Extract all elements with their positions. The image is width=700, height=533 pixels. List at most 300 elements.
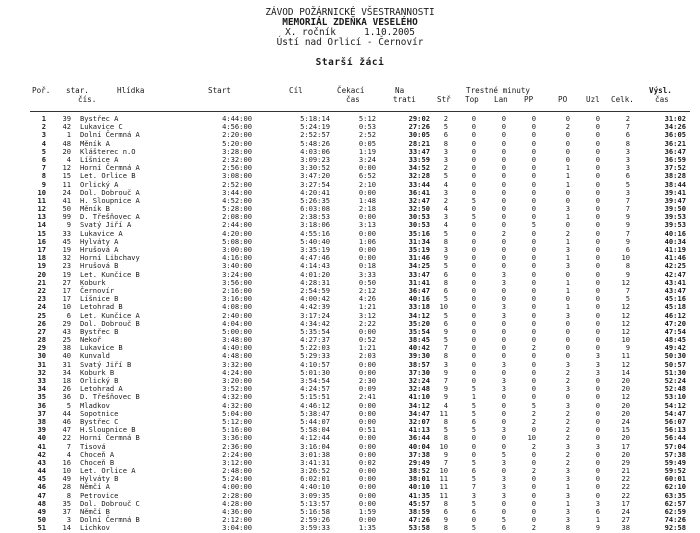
cell-team: Bystřec A — [80, 114, 119, 123]
cell-uzl: 9 — [595, 523, 600, 533]
cell-uzl: 0 — [595, 490, 600, 500]
cell-track: 31:41 — [408, 277, 430, 287]
cell-result: 43:47 — [664, 285, 686, 295]
cell-rank: 41 — [37, 441, 46, 451]
cell-wait: 0:00 — [358, 367, 376, 377]
cell-team: Koburk — [80, 277, 106, 287]
cell-track: 37:30 — [408, 367, 430, 377]
cell-team: Bystřec B — [80, 326, 119, 336]
cell-result: 56:44 — [664, 433, 686, 443]
cell-uzl: 0 — [595, 138, 600, 148]
cell-finish: 3:47:20 — [300, 171, 330, 181]
cell-wait: 2:52 — [358, 130, 376, 140]
edition-date: X. ročník 1.10.2005 — [285, 27, 415, 38]
cell-pp: 10 — [527, 433, 536, 443]
cell-wait: 0:00 — [358, 163, 376, 173]
cell-start: 2:12:00 — [222, 515, 252, 525]
cell-rank: 26 — [37, 318, 46, 328]
cell-stf: 10 — [439, 302, 448, 312]
cell-wait: 2:30 — [358, 376, 376, 385]
cell-top: 0 — [471, 359, 476, 369]
cell-start: 5:08:00 — [222, 236, 252, 246]
cell-finish: 3:54:54 — [300, 376, 330, 385]
col-header-cil: Cíl — [289, 86, 303, 95]
cell-po: 0 — [565, 130, 570, 140]
cell-start-no: 24 — [62, 187, 71, 197]
cell-start: 2:24:00 — [222, 449, 252, 459]
cell-total: 29 — [621, 457, 630, 467]
cell-uzl: 0 — [595, 400, 600, 410]
cell-uzl: 0 — [595, 261, 600, 271]
cell-top: 0 — [471, 245, 476, 254]
cell-total: 20 — [621, 376, 630, 385]
cell-rank: 7 — [41, 163, 46, 173]
cell-lan: 0 — [501, 195, 506, 205]
cell-top: 5 — [471, 474, 476, 484]
cell-finish: 3:41:31 — [300, 457, 330, 467]
cell-po: 1 — [565, 163, 570, 173]
cell-result: 40:34 — [664, 236, 686, 246]
cell-pp: 0 — [531, 384, 536, 394]
cell-lan: 2 — [501, 228, 506, 238]
cell-result: 41:46 — [664, 253, 686, 263]
cell-po: 1 — [565, 179, 570, 189]
cell-start: 5:24:00 — [222, 474, 252, 484]
cell-rank: 2 — [41, 122, 46, 132]
cell-track: 35:16 — [408, 228, 430, 238]
cell-total: 22 — [621, 474, 630, 484]
cell-start: 3:52:00 — [222, 384, 252, 394]
col-header-cekaci: Čekací — [337, 86, 365, 95]
cell-top: 0 — [471, 318, 476, 328]
cell-top: 3 — [471, 490, 476, 500]
col-header-po: PO — [558, 95, 568, 104]
cell-rank: 43 — [37, 457, 46, 467]
cell-po: 0 — [565, 392, 570, 402]
cell-total: 7 — [625, 285, 630, 295]
cell-start: 5:04:00 — [222, 408, 252, 418]
cell-top: 5 — [471, 457, 476, 467]
cell-stf: 8 — [443, 236, 448, 246]
cell-uzl: 0 — [595, 228, 600, 238]
cell-result: 48:45 — [664, 335, 686, 345]
cell-pp: 0 — [531, 326, 536, 336]
cell-finish: 4:14:43 — [300, 261, 330, 271]
cell-rank: 36 — [37, 400, 46, 410]
cell-lan: 3 — [501, 457, 506, 467]
cell-total: 7 — [625, 122, 630, 132]
cell-result: 62:10 — [664, 482, 686, 492]
cell-po: 1 — [565, 285, 570, 295]
cell-rank: 44 — [37, 466, 46, 476]
cell-total: 20 — [621, 433, 630, 443]
cell-top: 0 — [471, 138, 476, 148]
cell-track: 31:34 — [408, 236, 430, 246]
cell-start-no: 99 — [62, 212, 71, 222]
cell-stf: 2 — [443, 114, 448, 123]
cell-team: Klášterec n.O — [80, 146, 136, 156]
cell-po: 0 — [565, 195, 570, 205]
cell-wait: 4:26 — [358, 294, 376, 304]
cell-pp: 2 — [531, 343, 536, 353]
cell-result: 37:52 — [664, 163, 686, 173]
cell-team: Dolní Čermná B — [80, 515, 140, 525]
cell-pp: 0 — [531, 212, 536, 222]
cell-result: 62:59 — [664, 507, 686, 516]
cell-rank: 49 — [37, 507, 46, 516]
cell-pp: 0 — [531, 179, 536, 189]
cell-start-no: 28 — [62, 482, 71, 492]
cell-result: 39:47 — [664, 195, 686, 205]
cell-stf: 9 — [443, 326, 448, 336]
cell-top: 5 — [471, 400, 476, 410]
cell-uzl: 3 — [595, 351, 600, 361]
cell-rank: 5 — [41, 146, 46, 156]
cell-stf: 5 — [443, 310, 448, 320]
cell-team: H.Sloupnice B — [80, 425, 136, 435]
cell-top: 0 — [471, 310, 476, 320]
cell-track: 36:44 — [408, 433, 430, 443]
cell-pp: 0 — [531, 269, 536, 279]
cell-stf: 11 — [439, 490, 448, 500]
cell-finish: 4:34:42 — [300, 318, 330, 328]
results-table — [0, 115, 700, 533]
cell-track: 33:47 — [408, 146, 430, 156]
cell-finish: 4:42:39 — [300, 302, 330, 312]
cell-rank: 50 — [37, 515, 46, 525]
cell-top: 5 — [471, 498, 476, 508]
cell-team: Letohrad A — [80, 384, 123, 394]
cell-stf: 4 — [443, 400, 448, 410]
cell-lan: 0 — [501, 318, 506, 328]
cell-result: 74:26 — [664, 515, 686, 525]
cell-result: 36:47 — [664, 146, 686, 156]
cell-team: Dol. Dobrouč B — [80, 318, 140, 328]
cell-wait: 0:00 — [358, 326, 376, 336]
cell-uzl: 0 — [595, 343, 600, 353]
cell-stf: 10 — [439, 466, 448, 476]
cell-start: 3:16:00 — [222, 294, 252, 304]
cell-rank: 33 — [37, 376, 46, 385]
cell-pp: 5 — [531, 400, 536, 410]
cell-finish: 5:35:54 — [300, 326, 330, 336]
cell-wait: 0:18 — [358, 261, 376, 271]
cell-pp: 2 — [531, 523, 536, 533]
cell-result: 59:52 — [664, 466, 686, 476]
cell-lan: 0 — [501, 212, 506, 222]
cell-team: Mladkov — [80, 400, 110, 410]
cell-start: 3:24:00 — [222, 269, 252, 279]
cell-rank: 37 — [37, 408, 46, 418]
cell-start: 4:20:00 — [222, 228, 252, 238]
cell-track: 35:54 — [408, 326, 430, 336]
cell-team: Němčí A — [80, 482, 110, 492]
cell-track: 47:26 — [408, 515, 430, 525]
cell-start-no: 22 — [62, 433, 71, 443]
col-header-cekaci-cas: čas — [346, 95, 360, 104]
cell-start: 2:32:00 — [222, 154, 252, 164]
cell-wait: 2:41 — [358, 392, 376, 402]
cell-uzl: 3 — [595, 498, 600, 508]
cell-po: 1 — [565, 171, 570, 181]
cell-start-no: 48 — [62, 138, 71, 148]
cell-rank: 24 — [37, 302, 46, 312]
cell-total: 9 — [625, 212, 630, 222]
cell-top: 0 — [471, 228, 476, 238]
cell-wait: 1:19 — [358, 146, 376, 156]
cell-start: 2:28:00 — [222, 490, 252, 500]
cell-lan: 0 — [501, 130, 506, 140]
cell-result: 92:58 — [664, 523, 686, 533]
col-header-na: Na — [395, 86, 405, 95]
cell-result: 43:41 — [664, 277, 686, 287]
cell-finish: 6:03:08 — [300, 204, 330, 214]
cell-lan: 0 — [501, 326, 506, 336]
cell-start: 4:16:00 — [222, 253, 252, 263]
cell-start-no: 27 — [62, 277, 71, 287]
cell-wait: 0:00 — [358, 416, 376, 426]
cell-lan: 0 — [501, 441, 506, 451]
cell-start-no: 38 — [62, 343, 71, 353]
cell-wait: 1:21 — [358, 302, 376, 312]
cell-track: 27:26 — [408, 122, 430, 132]
cell-uzl: 0 — [595, 236, 600, 246]
cell-lan: 3 — [501, 474, 506, 484]
cell-total: 3 — [625, 163, 630, 173]
cell-total: 5 — [625, 294, 630, 304]
cell-track: 29:02 — [408, 114, 430, 123]
cell-start-no: 32 — [62, 253, 71, 263]
cell-lan: 3 — [501, 482, 506, 492]
cell-total: 21 — [621, 466, 630, 476]
cell-pp: 2 — [531, 466, 536, 476]
cell-top: 0 — [471, 220, 476, 230]
cell-finish: 3:27:54 — [300, 179, 330, 189]
cell-result: 47:54 — [664, 326, 686, 336]
cell-pp: 0 — [531, 507, 536, 516]
cell-track: 40:16 — [408, 294, 430, 304]
cell-team: Líšnice A — [80, 154, 119, 164]
cell-po: 2 — [565, 408, 570, 418]
cell-uzl: 0 — [595, 195, 600, 205]
cell-top: 0 — [471, 179, 476, 189]
cell-top: 0 — [471, 163, 476, 173]
cell-team: Kunvald — [80, 351, 110, 361]
cell-stf: 8 — [443, 277, 448, 287]
cell-finish: 4:00:42 — [300, 294, 330, 304]
cell-track: 32:50 — [408, 204, 430, 214]
cell-uzl: 0 — [595, 245, 600, 254]
cell-po: 3 — [565, 400, 570, 410]
cell-top: 0 — [471, 187, 476, 197]
event-location: Ústí nad Orlicí - Černovír — [276, 37, 424, 48]
cell-uzl: 0 — [595, 384, 600, 394]
cell-pp: 0 — [531, 294, 536, 304]
cell-result: 52:48 — [664, 384, 686, 394]
cell-start-no: 31 — [62, 359, 71, 369]
cell-start: 2:56:00 — [222, 163, 252, 173]
cell-rank: 13 — [37, 212, 46, 222]
cell-result: 56:13 — [664, 425, 686, 435]
cell-top: 0 — [471, 441, 476, 451]
cell-result: 57:04 — [664, 441, 686, 451]
cell-top: 0 — [471, 326, 476, 336]
cell-stf: 8 — [443, 138, 448, 148]
cell-total: 17 — [621, 498, 630, 508]
cell-finish: 5:18:14 — [300, 114, 330, 123]
cell-wait: 1:35 — [358, 523, 376, 533]
cell-pp: 0 — [531, 457, 536, 467]
cell-stf: 6 — [443, 318, 448, 328]
cell-track: 34:25 — [408, 261, 430, 271]
cell-top: 6 — [471, 416, 476, 426]
cell-start: 4:52:00 — [222, 195, 252, 205]
cell-rank: 21 — [37, 277, 46, 287]
cell-pp: 0 — [531, 425, 536, 435]
cell-uzl: 1 — [595, 515, 600, 525]
cell-start: 3:08:00 — [222, 171, 252, 181]
cell-po: 3 — [565, 515, 570, 525]
cell-start-no: 49 — [62, 474, 71, 484]
cell-result: 59:49 — [664, 457, 686, 467]
cell-pp: 0 — [531, 277, 536, 287]
cell-start-no: 4 — [66, 449, 71, 459]
cell-team: Tisová — [80, 441, 106, 451]
cell-result: 53:10 — [664, 392, 686, 402]
cell-top: 6 — [471, 507, 476, 516]
cell-top: 6 — [471, 466, 476, 476]
cell-lan: 0 — [501, 261, 506, 271]
cell-start-no: 43 — [62, 326, 71, 336]
cell-finish: 4:20:41 — [300, 187, 330, 197]
cell-top: 0 — [471, 130, 476, 140]
cell-uzl: 0 — [595, 474, 600, 484]
cell-track: 45:57 — [408, 498, 430, 508]
cell-uzl: 0 — [595, 285, 600, 295]
col-header-trestne: Trestné minuty — [466, 86, 531, 95]
cell-wait: 0:05 — [358, 138, 376, 148]
cell-result: 56:07 — [664, 416, 686, 426]
cell-finish: 3:59:33 — [300, 523, 330, 533]
cell-lan: 0 — [501, 154, 506, 164]
cell-finish: 5:13:57 — [300, 498, 330, 508]
cell-result: 39:53 — [664, 212, 686, 222]
cell-start-no: 41 — [62, 195, 71, 205]
cell-uzl: 0 — [595, 482, 600, 492]
cell-start-no: 23 — [62, 261, 71, 271]
cell-stf: 4 — [443, 220, 448, 230]
cell-start: 4:48:00 — [222, 351, 252, 361]
cell-finish: 3:01:38 — [300, 449, 330, 459]
cell-finish: 6:02:01 — [300, 474, 330, 484]
cell-team: Bystřec C — [80, 416, 119, 426]
cell-start-no: 36 — [62, 392, 71, 402]
cell-top: 0 — [471, 343, 476, 353]
cell-lan: 0 — [501, 392, 506, 402]
cell-uzl: 0 — [595, 212, 600, 222]
cell-po: 2 — [565, 433, 570, 443]
cell-track: 30:53 — [408, 212, 430, 222]
cell-result: 63:35 — [664, 490, 686, 500]
cell-wait: 0:50 — [358, 277, 376, 287]
cell-finish: 4:47:46 — [300, 253, 330, 263]
cell-start-no: 42 — [62, 122, 71, 132]
cell-wait: 0:00 — [358, 228, 376, 238]
cell-po: 0 — [565, 114, 570, 123]
cell-rank: 32 — [37, 367, 46, 377]
cell-pp: 0 — [531, 187, 536, 197]
cell-result: 54:12 — [664, 400, 686, 410]
cell-total: 3 — [625, 154, 630, 164]
col-header-lan: Lan — [494, 95, 508, 104]
cell-stf: 5 — [443, 171, 448, 181]
cell-total: 6 — [625, 171, 630, 181]
cell-pp: 0 — [531, 195, 536, 205]
col-header-pp: PP — [524, 95, 534, 104]
cell-total: 12 — [621, 318, 630, 328]
cell-pp: 0 — [531, 114, 536, 123]
cell-wait: 0:00 — [358, 359, 376, 369]
cell-uzl: 0 — [595, 277, 600, 287]
cell-result: 36:21 — [664, 138, 686, 148]
cell-lan: 3 — [501, 376, 506, 385]
cell-start-no: 18 — [62, 376, 71, 385]
cell-pp: 0 — [531, 228, 536, 238]
cell-finish: 4:55:16 — [300, 228, 330, 238]
cell-total: 6 — [625, 245, 630, 254]
cell-result: 31:02 — [664, 114, 686, 123]
cell-po: 2 — [565, 367, 570, 377]
cell-track: 40:42 — [408, 343, 430, 353]
cell-rank: 45 — [37, 474, 46, 484]
cell-stf: 9 — [443, 384, 448, 394]
table-row — [0, 328, 700, 336]
cell-po: 0 — [565, 335, 570, 345]
cell-finish: 3:30:52 — [300, 163, 330, 173]
cell-uzl: 0 — [595, 392, 600, 402]
cell-stf: 8 — [443, 498, 448, 508]
cell-finish: 3:16:04 — [300, 441, 330, 451]
cell-rank: 46 — [37, 482, 46, 492]
cell-track: 39:30 — [408, 351, 430, 361]
cell-po: 3 — [565, 490, 570, 500]
cell-pp: 0 — [531, 498, 536, 508]
cell-team: Dol. Dobrouč A — [80, 187, 140, 197]
cell-po: 0 — [565, 138, 570, 148]
cell-track: 30:05 — [408, 130, 430, 140]
cell-track: 41:35 — [408, 490, 430, 500]
cell-total: 7 — [625, 228, 630, 238]
cell-result: 60:01 — [664, 474, 686, 484]
cell-wait: 0:00 — [358, 490, 376, 500]
cell-track: 53:58 — [408, 523, 430, 533]
cell-result: 47:20 — [664, 318, 686, 328]
cell-result: 45:16 — [664, 294, 686, 304]
cell-wait: 0:00 — [358, 245, 376, 254]
cell-lan: 0 — [501, 433, 506, 443]
cell-stf: 9 — [443, 449, 448, 459]
cell-start-no: 3 — [66, 515, 71, 525]
cell-total: 12 — [621, 326, 630, 336]
cell-track: 37:38 — [408, 449, 430, 459]
cell-team: Koburk B — [80, 367, 115, 377]
cell-stf: 3 — [443, 146, 448, 156]
cell-start: 2:36:00 — [222, 441, 252, 451]
cell-stf: 5 — [443, 122, 448, 132]
table-row — [0, 524, 700, 532]
cell-uzl: 0 — [595, 130, 600, 140]
cell-lan: 3 — [501, 302, 506, 312]
